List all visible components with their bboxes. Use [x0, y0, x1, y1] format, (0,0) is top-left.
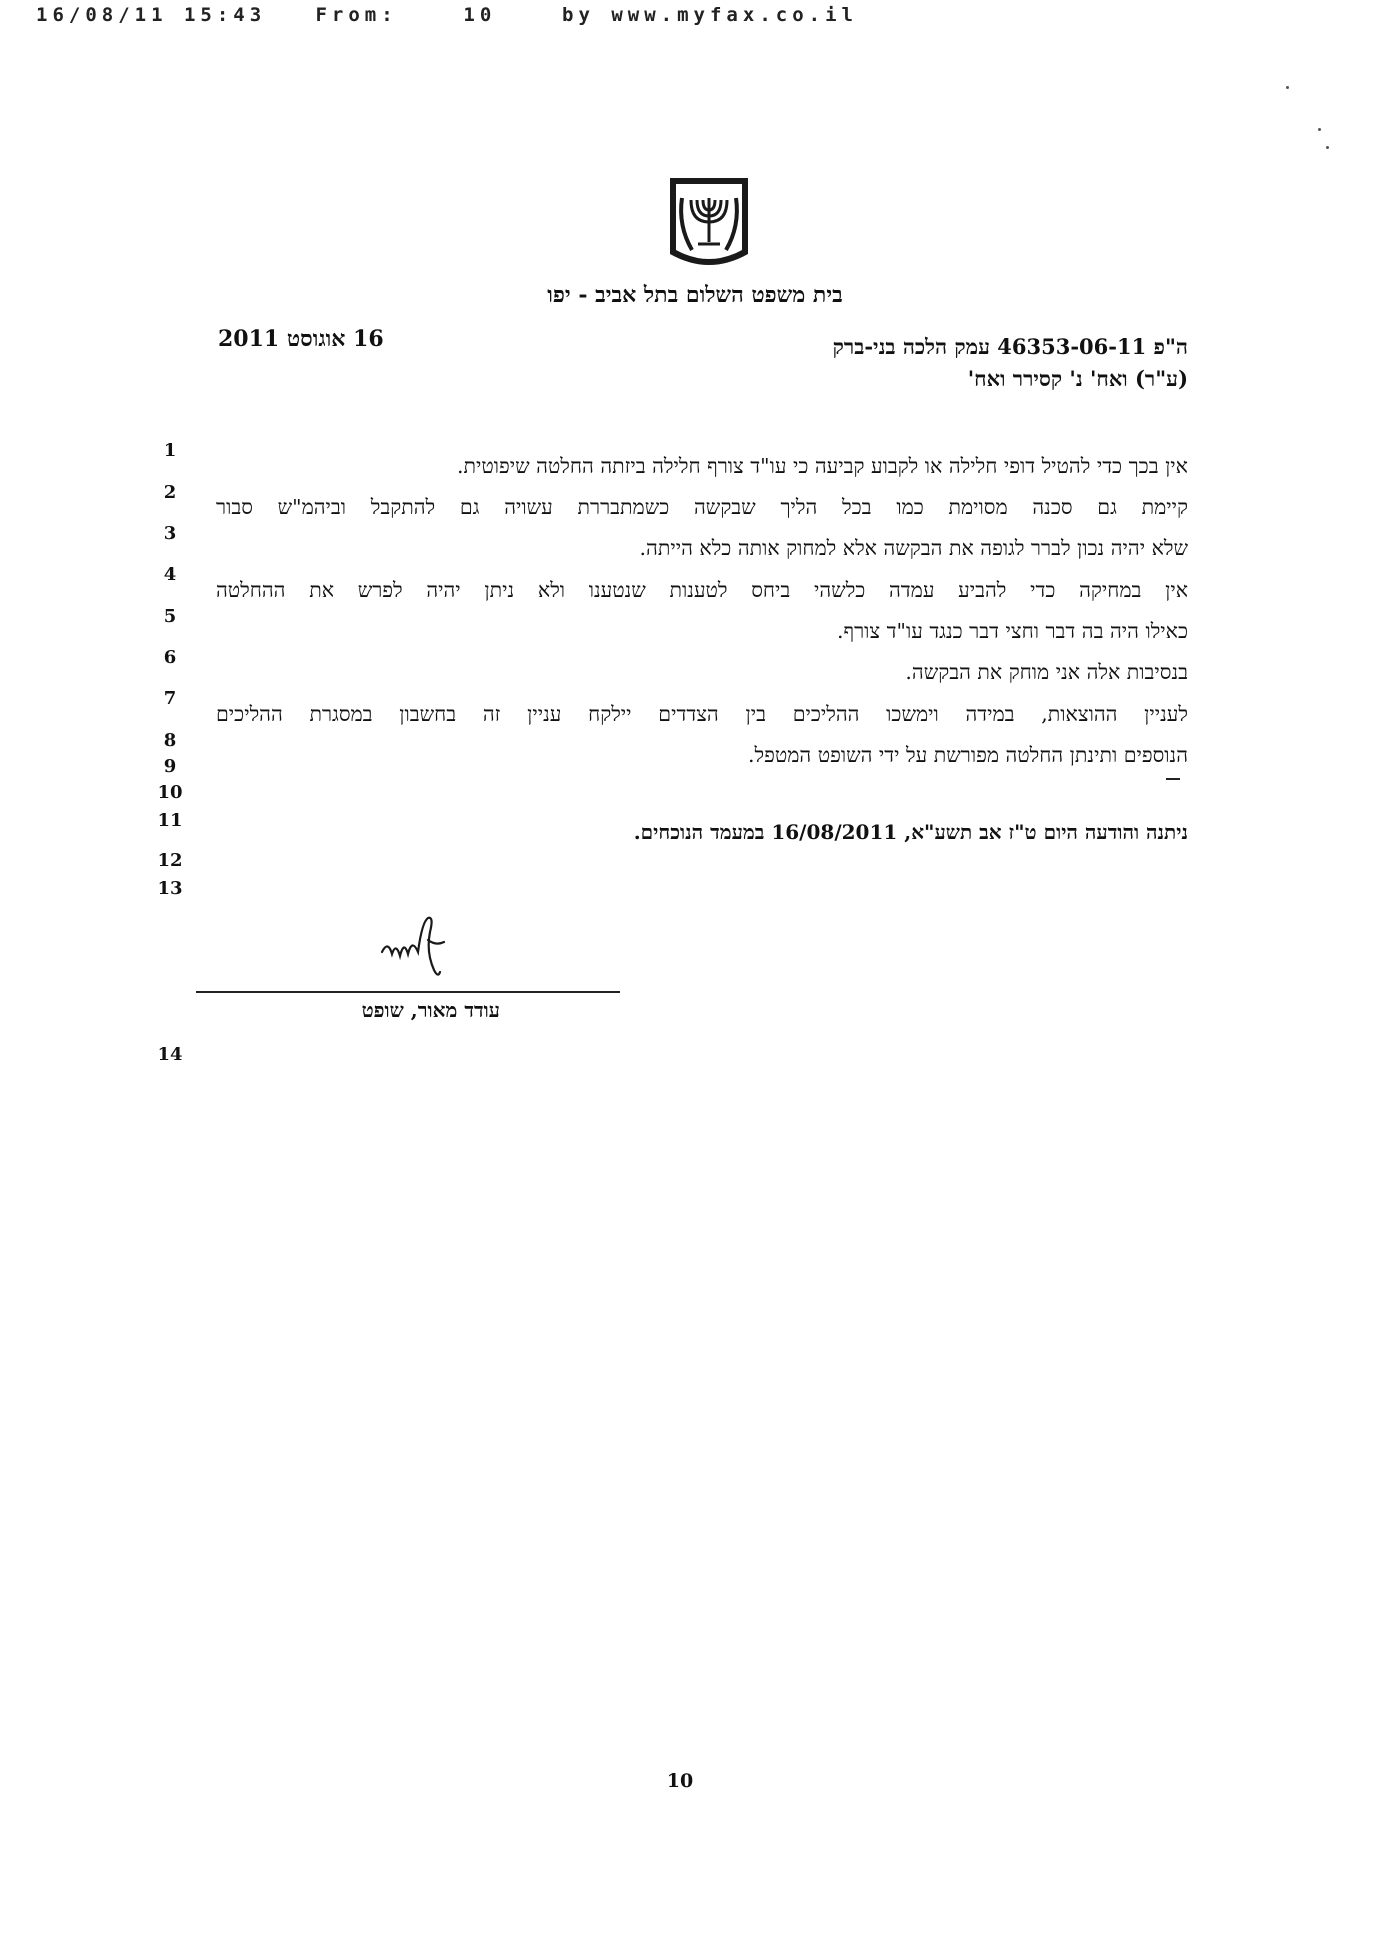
judge-name: עודד מאור, שופט [361, 998, 500, 1022]
scan-speck [1318, 128, 1321, 131]
page-number: 10 [666, 1770, 694, 1792]
line-number: 6 [163, 647, 177, 668]
body-line: שלא יהיה נכון לברר לגופה את הבקשה אלא למחוק אותה כלא הייתה. [639, 536, 1188, 560]
body-line: כאילו היה בה דבר וחצי דבר כנגד עו"ד צורף. [836, 619, 1188, 643]
line-number: 3 [163, 523, 177, 544]
body-line: אין בכך כדי להטיל דופי חלילה או לקבוע קביעה כי עו"ד צורף חלילה ביזתה החלטה שיפוטית. [456, 454, 1188, 478]
given-statement: ניתנה והודעה היום ט"ז אב תשע"א, 16/08/2011 במעמד הנוכחים. [633, 820, 1188, 844]
dash-mark [1166, 778, 1180, 780]
judge-signature [378, 912, 458, 984]
scan-speck [1326, 146, 1329, 149]
line-number: 1 [163, 440, 177, 461]
case-parties: (ע"ר) ואח' נ' קסירר ואח' [967, 366, 1188, 391]
case-number: ה"פ 46353-06-11 עמק הלכה בני-ברק [832, 334, 1188, 359]
state-emblem-icon [668, 176, 750, 274]
fax-header: 16/08/11 15:43 From: 10 by www.myfax.co.il [36, 4, 858, 26]
scan-speck [1286, 86, 1289, 89]
body-line: בנסיבות אלה אני מוחק את הבקשה. [905, 660, 1188, 684]
line-number: 7 [163, 688, 177, 709]
line-number: 13 [157, 878, 183, 899]
court-name: בית משפט השלום בתל אביב - יפו [547, 282, 843, 308]
line-number: 4 [163, 564, 177, 585]
body-line: קיימת גם סכנה מסוימת כמו בכל הליך שבקשה כשמתבררת עשויה גם להתקבל וביהמ"ש סבור [216, 495, 1188, 519]
line-number: 11 [157, 810, 183, 831]
body-line: הנוספים ותינתן החלטה מפורשת על ידי השופט המטפל. [748, 743, 1188, 767]
body-line: לעניין ההוצאות, במידה וימשכו ההליכים בין הצדדים יילקח עניין זה בחשבון במסגרת ההליכים [216, 702, 1188, 726]
line-number: 12 [157, 850, 183, 871]
line-number: 14 [157, 1044, 183, 1065]
signature-line [196, 991, 620, 993]
decision-date: 16 אוגוסט 2011 [218, 326, 384, 352]
body-line: אין במחיקה כדי להביע עמדה כלשהי ביחס לטענות שנטענו ולא ניתן יהיה לפרש את ההחלטה [216, 578, 1188, 602]
line-number: 5 [163, 606, 177, 627]
line-number: 8 [163, 730, 177, 751]
line-number: 2 [163, 482, 177, 503]
line-number: 10 [157, 782, 183, 803]
line-number: 9 [163, 756, 177, 777]
